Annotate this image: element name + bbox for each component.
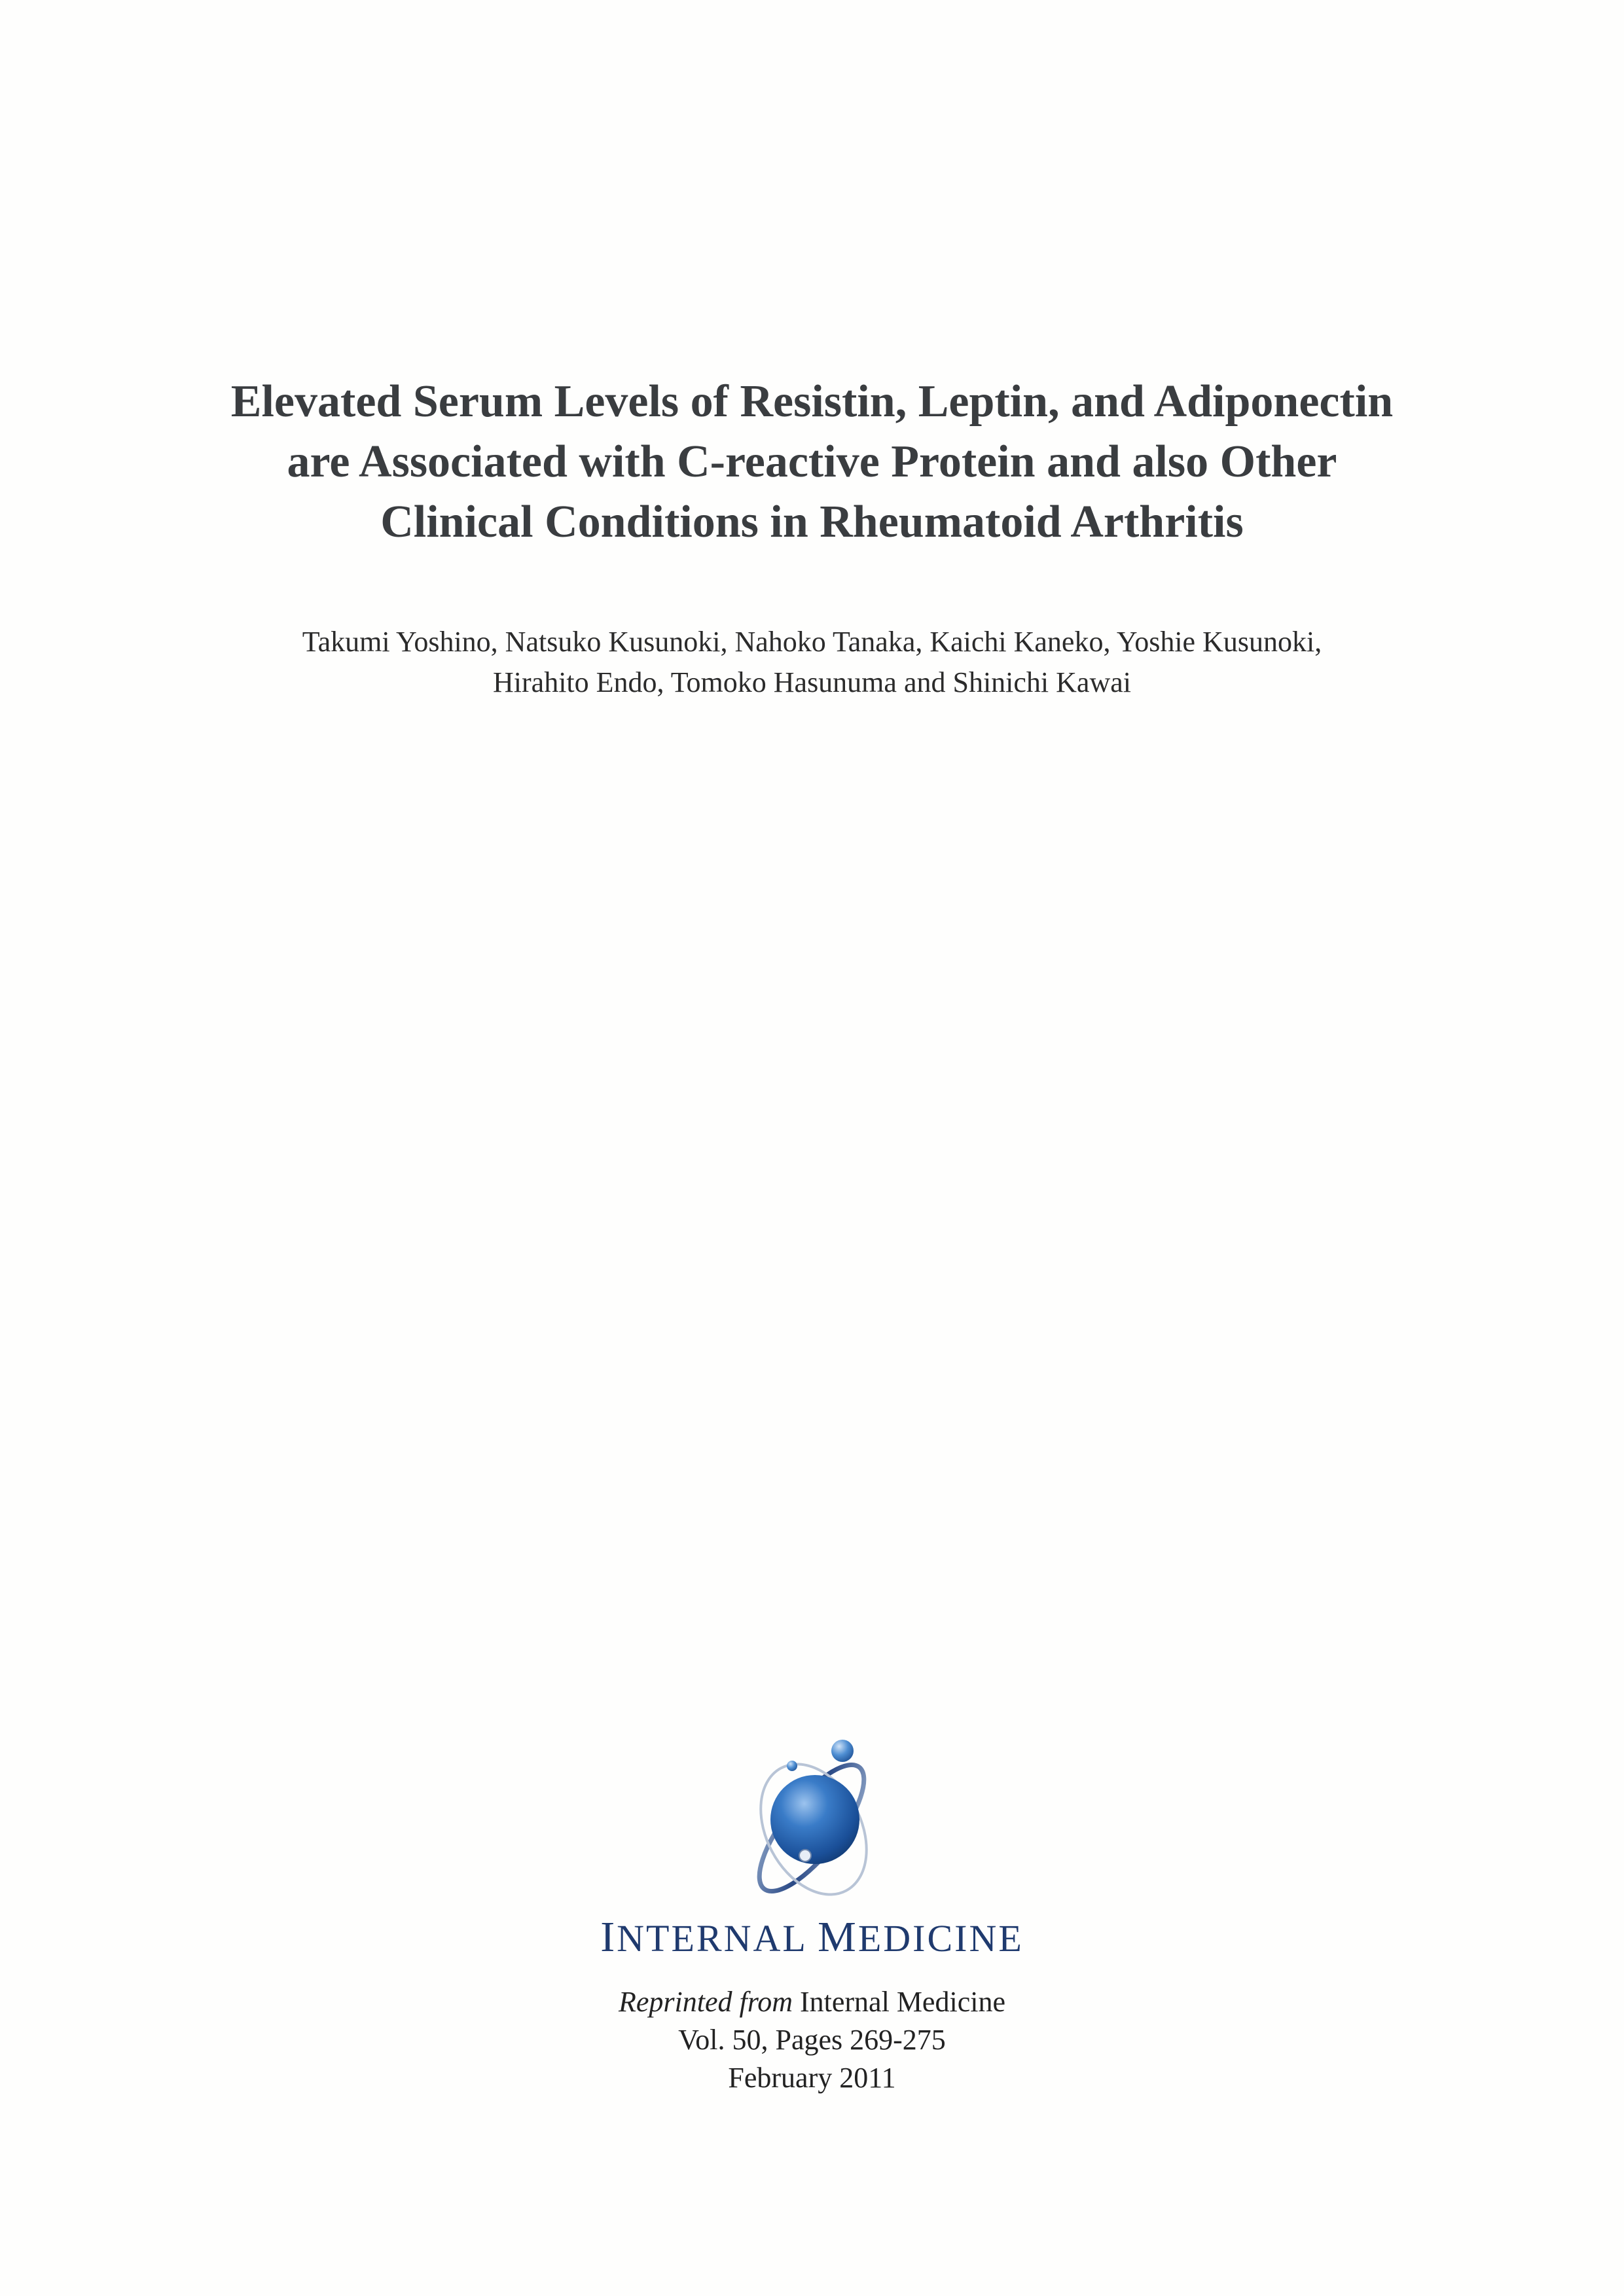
journal-name-letter-2: M <box>818 1913 858 1961</box>
reprint-prefix: Reprinted from <box>619 1986 793 2018</box>
title-line-3: Clinical Conditions in Rheumatoid Arthritis <box>380 497 1244 547</box>
volume-pages: Vol. 50, Pages 269-275 <box>678 2024 946 2056</box>
reprint-source: Internal Medicine <box>800 1986 1005 2018</box>
journal-name-letter-1: I <box>600 1913 617 1961</box>
reprint-source-line <box>0 1983 1624 2021</box>
globe-orbit-logo-icon <box>730 1738 893 1914</box>
author-line-1: Takumi Yoshino, Natsuko Kusunoki, Nahoko Tanaka, Kaichi Kaneko, Yoshie Kusunoki, <box>302 626 1322 658</box>
title-line-2: are Associated with C-reactive Protein and also Other <box>287 437 1337 487</box>
journal-name <box>0 1911 1624 1965</box>
publication-date: February 2011 <box>728 2062 896 2094</box>
author-list <box>0 622 1624 703</box>
title-line-1: Elevated Serum Levels of Resistin, Leptin, and Adiponectin <box>230 376 1394 427</box>
article-title <box>0 372 1624 552</box>
reprint-info <box>0 1983 1624 2097</box>
author-line-2: Hirahito Endo, Tomoko Hasunuma and Shinichi Kawai <box>493 666 1131 698</box>
journal-name-part-1: NTERNAL <box>617 1917 806 1960</box>
journal-name-part-2: EDICINE <box>857 1917 1024 1960</box>
